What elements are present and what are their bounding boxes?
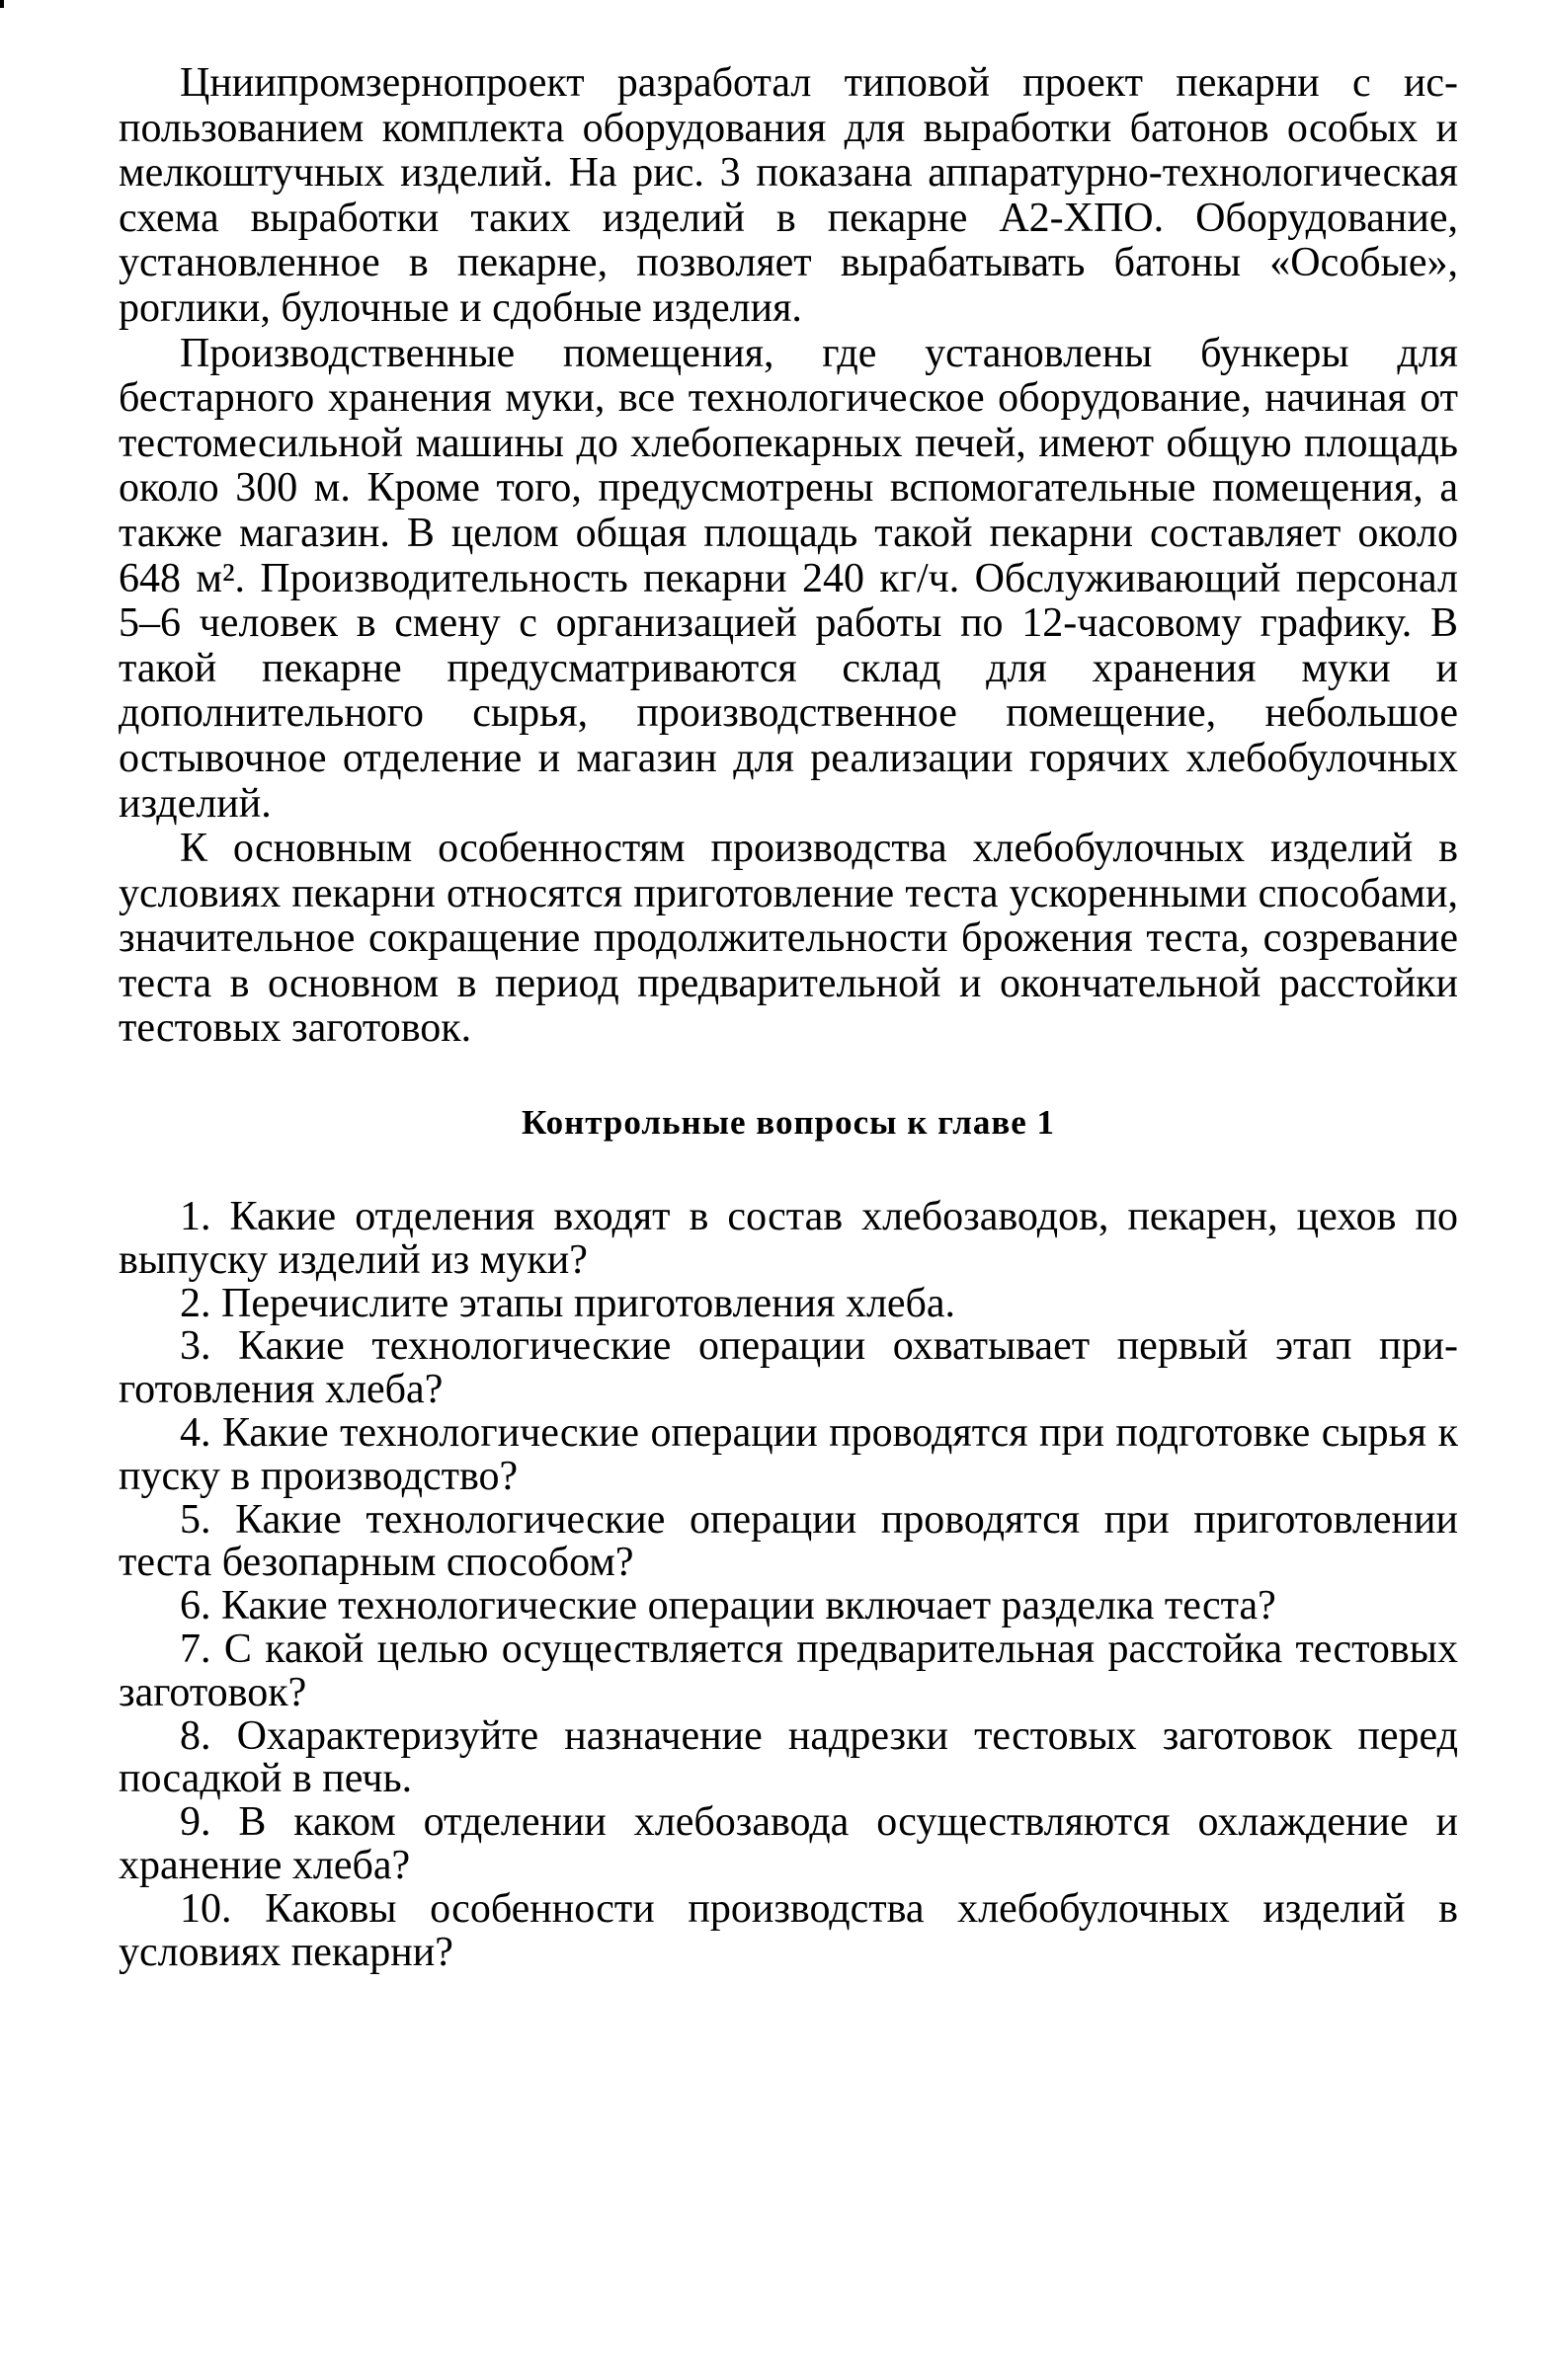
paragraph-premises: Производственные помещения, где установлены бункеры для бестарного хранения муки, все технологическое оборудование, начиная от тестомесильной машины до хлебопекарных печей, имеют общую площадь около 300 м. Кроме того, предусмотрены вспомогательные помещения, а также магазин. В целом общая площадь такой пекарни составляет около 648 м². Производительность пекарни 240 кг/ч. Обслуживающий персонал 5–6 человек в смену с организацией работы по 12-часовому графику. В такой пекарне предусматриваются склад для хранения муки и дополнительного сырья, производственное помещение, небольшое остывочное отделение и магазин для реализации горячих хлебобулочных изделий. — [119, 330, 1458, 827]
paragraph-project: Цниипромзернопроект разработал типовой проект пекарни с использованием комплекта оборудования для выработки батонов особых и мелкоштучных изделий. На рис. 3 показана аппаратурно-технологическая схема выработки таких изделий в пекарне А2-ХПО. Оборудование, установленное в пекарне, позволяет вырабатывать батоны «Особые», роглики, булочные и сдобные изделия. — [119, 60, 1458, 331]
question-item: 9. В каком отделении хлебозавода осуществляются охлаждение и хранение хлеба? — [119, 1799, 1458, 1889]
question-item: 8. Охарактеризуйте назначение надрезки тестовых заготовок перед посадкой в печь. — [119, 1712, 1458, 1802]
question-item: 6. Какие технологические операции включает разделка теста? — [180, 1583, 1276, 1629]
question-item: 10. Каковы особенности производства хлебобулочных изделий в условиях пекарни? — [119, 1885, 1458, 1975]
question-item: 3. Какие технологические операции охватывает первый этап приготовления хлеба? — [119, 1323, 1458, 1413]
scan-corner-mark — [0, 0, 4, 8]
document-page — [119, 61, 1458, 1974]
paragraph-features: К основным особенностям производства хлебобулочных изделий в условиях пекарни относятся приготовление теста ускоренными способами, значительное сокращение продолжительности брожения теста, созревание теста в основном в период предварительной и окончательной расстойки тестовых заготовок. — [119, 826, 1458, 1052]
section-heading: Контрольные вопросы к главе 1 — [521, 1103, 1056, 1143]
question-item: 4. Какие технологические операции проводятся при подготовке сырья к пуску в производство? — [119, 1410, 1458, 1499]
question-item: 2. Перечислите этапы приготовления хлеба. — [180, 1280, 956, 1326]
question-item: 7. С какой целью осуществляется предварительная расстойка тестовых заготовок? — [119, 1626, 1458, 1715]
questions-list — [119, 1196, 1458, 1974]
question-item: 1. Какие отделения входят в состав хлебозаводов, пекарен, цехов по выпуску изделий из муки? — [119, 1194, 1458, 1283]
question-item: 5. Какие технологические операции проводятся при приготовлении теста безопарным способом? — [119, 1496, 1458, 1586]
